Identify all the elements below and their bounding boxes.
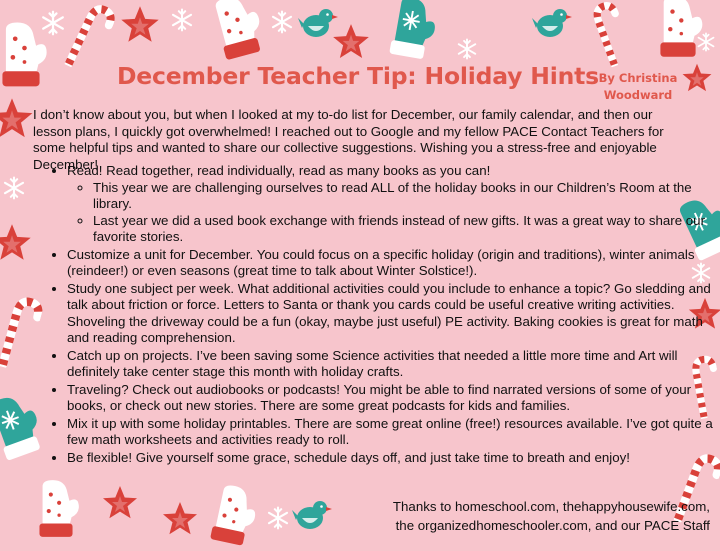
candy-cane-icon: [584, 0, 636, 70]
candy-cane-icon: [59, 0, 119, 76]
list-item: • Be flexible! Give yourself some grace, schedule days off, and just take time to breath and enjoy!: [67, 450, 720, 467]
snowflake-icon: [456, 38, 478, 60]
credits-line: the organizedhomeschooler.com, and our PACE Staff: [395, 518, 710, 533]
intro-paragraph: I don’t know about you, but when I looked at my to-do list for December, our family calendar, and then our lesson plans, I quickly got overwhelmed! I reached out to Google and my fellow PACE Contact Teachers for some helpful tips and wanted to share our collective suggestions. Wishing you a stress-free and enjoyable December!: [33, 107, 664, 172]
list-item: • Customize a unit for December. You could focus on a specific holiday (origin and traditions), winter animals (reindeer!) or even seasons (great time to talk about Winter Solstice!).: [67, 247, 720, 280]
snowflake-icon: [266, 506, 290, 530]
list-item: • Mix it up with some holiday printables. There are some great online (free!) resources available. I’ve got quite a few math worksheets and activities ready to roll.: [67, 416, 720, 449]
snowflake-icon: [170, 8, 194, 32]
snowflake-icon: [40, 10, 66, 36]
star-icon: [0, 222, 34, 266]
list-item: • Traveling? Check out audiobooks or podcasts! You might be able to find narrated versions of some of your books, or check out new stories. There are some great podcasts for kids and families.: [67, 382, 720, 415]
bird-icon: [292, 498, 332, 532]
star-icon: [100, 484, 140, 524]
list-item: ◦ This year we are challenging ourselves to read ALL of the holiday books in our Children’s Room at the library.: [93, 180, 720, 213]
star-icon: [160, 500, 200, 540]
tips-list: [33, 163, 720, 467]
list-item: [67, 163, 720, 246]
list-item: • Study one subject per week. What additional activities could you include to enhance a topic? Go sledding and talk about friction or force. Letters to Santa or thank you cards could be useful creative writing activities. Shoveling the driveway could be a fun (okay, maybe just useful) PE activity. Baking cookies is great for math and reading comprehension.: [67, 281, 720, 347]
bird-icon: [532, 6, 572, 40]
mitten-icon: [200, 0, 271, 66]
credits-line: Thanks to homeschool.com, thehappyhousewife.com,: [392, 499, 710, 514]
list-item: ◦ Last year we did a used book exchange with friends instead of new gifts. It was a great way to share our favorite stories.: [93, 213, 720, 246]
mitten-icon: [379, 0, 443, 64]
page-title: December Teacher Tip: Holiday Hints: [117, 62, 599, 90]
mitten-icon: [200, 479, 264, 550]
credits: [340, 497, 710, 535]
list-item: • Catch up on projects. I’ve been saving some Science activities that needed a little more time and Art will definitely take center stage this month with holiday crafts.: [67, 348, 720, 381]
snowflake-icon: [696, 32, 716, 52]
star-icon: [330, 22, 372, 64]
snowflake-icon: [2, 176, 26, 200]
author-byline: By Christina Woodward: [598, 71, 678, 102]
tip-text: Read! Read together, read individually, read as many books as you can!: [67, 163, 491, 178]
star-icon: [0, 96, 36, 144]
sub-tips-list: [67, 180, 720, 246]
snowflake-icon: [270, 10, 294, 34]
star-icon: [118, 4, 162, 48]
star-icon: [680, 62, 714, 96]
mitten-icon: [30, 478, 82, 540]
